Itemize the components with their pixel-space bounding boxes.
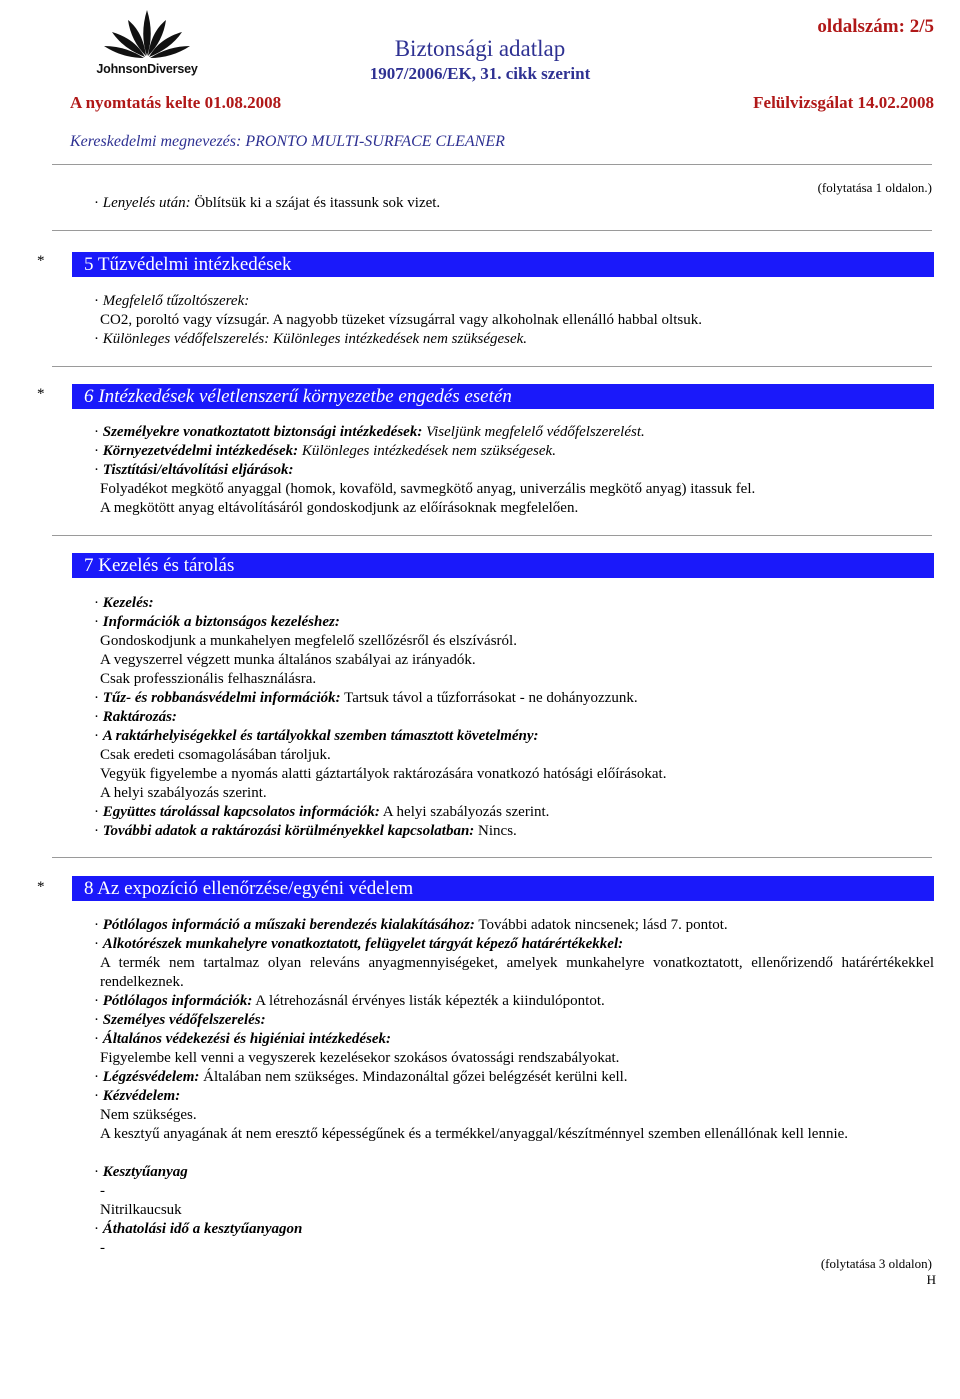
section-8-line: · Személyes védőfelszerelés:	[94, 1012, 266, 1028]
additional-label: Pótlólagos információk:	[102, 993, 253, 1009]
section-7-heading: 7 Kezelés és tárolás	[72, 553, 934, 578]
hygiene-label: Általános védekezési és higiéniai intézkedések:	[102, 1031, 392, 1047]
respiratory-label: Légzésvédelem:	[102, 1069, 200, 1085]
limits-text: A termék nem tartalmaz olyan releváns anyagmennyiségeket, amelyek munkahelyre vonatkoztatott, ellenőrizendő határértékekkel rendelkeznek.	[100, 955, 934, 990]
tech-label: Pótlólagos információ a műszaki berendezés kialakításához:	[102, 917, 475, 933]
limits-label: Alkotórészek munkahelyre vonatkoztatott, felügyelet tárgyát képező határértékekkel:	[102, 936, 624, 952]
revision-date: Felülvizsgálat 14.02.2008	[753, 93, 934, 112]
continuation-from: (folytatása 1 oldalon.)	[817, 180, 932, 195]
section-5-line: · Különleges védőfelszerelés: Különleges intézkedések nem szükségesek.	[94, 331, 528, 347]
trade-name	[70, 133, 505, 151]
first-aid-text: Öblítsük ki a szájat és itassunk sok vizet.	[194, 195, 441, 211]
req-text-2: Vegyük figyelembe a nyomás alatti gáztartályok raktározására vonatkozó hatósági előírásokat.	[100, 766, 667, 782]
personal-label: Személyekre vonatkoztatott biztonsági intézkedések:	[102, 424, 423, 440]
joint-storage-text: A helyi szabályozás szerint.	[382, 804, 550, 820]
section-6-heading: 6 Intézkedések véletlenszerű környezetbe engedés esetén	[72, 384, 934, 409]
print-date: A nyomtatás kelte 01.08.2008	[70, 93, 282, 112]
cleanup-text-2: A megkötött anyag eltávolításáról gondoskodjunk az előírásoknak megfelelően.	[100, 500, 579, 516]
document-title: Biztonsági adatlap	[394, 36, 566, 61]
hand-text-2: A kesztyű anyagának át nem eresztő képességűnek és a termékkel/anyaggal/készítménnyel szemben ellenállónak kell lennie.	[100, 1126, 849, 1142]
first-aid-label: Lenyelés után:	[102, 195, 191, 211]
section-8-line: · Általános védekezési és higiéniai intézkedések:	[94, 1031, 392, 1047]
cleanup-text-1: Folyadékot megkötő anyaggal (homok, kovaföld, savmegkötő anyag, univerzális megkötő anyag) itassuk fel.	[100, 481, 756, 497]
divider	[52, 164, 932, 165]
safe-text-2: A vegyszerrel végzett munka általános szabályai az irányadók.	[100, 652, 476, 668]
leaf-logo-icon	[92, 4, 202, 62]
continuation-mark: H	[926, 1272, 936, 1287]
glove-label: Kesztyűanyag	[102, 1164, 188, 1180]
divider	[52, 366, 932, 367]
extinguish-text: CO2, poroltó vagy vízsugár. A nagyobb tüzeket vízsugárral vagy alkoholnak ellenálló habbal oltsuk.	[100, 312, 702, 328]
hand-label: Kézvédelem:	[102, 1088, 181, 1104]
env-text: Különleges intézkedések nem szükségesek.	[301, 443, 556, 459]
glove-dash: -	[100, 1183, 105, 1199]
divider	[52, 535, 932, 536]
hygiene-text: Figyelembe kell venni a vegyszerek kezelésekor szokásos óvatossági rendszabályokat.	[100, 1050, 620, 1066]
additional-text: A létrehozásnál érvényes listák képezték a kiindulópontot.	[255, 993, 605, 1009]
cleanup-label: Tisztítási/eltávolítási eljárások:	[102, 462, 294, 478]
further-label: További adatok a raktározási körülményekkel kapcsolatban:	[102, 823, 475, 839]
section-7-line: · Tűz- és robbanásvédelmi információk: Tartsuk távol a tűzforrásokat - ne dohányozzunk.	[94, 690, 638, 706]
fire-text: Tartsuk távol a tűzforrásokat - ne dohányozzunk.	[344, 690, 638, 706]
handling-label: Kezelés:	[102, 595, 154, 611]
trade-name-value: PRONTO MULTI-SURFACE CLEANER	[245, 133, 505, 150]
section-8-line: · Alkotórészek munkahelyre vonatkoztatott, felügyelet tárgyát képező határértékekkel:	[94, 936, 624, 952]
req-text-3: A helyi szabályozás szerint.	[100, 785, 267, 801]
hand-text-1: Nem szükséges.	[100, 1107, 197, 1123]
personal-text: Viseljünk megfelelő védőfelszerelést.	[426, 424, 645, 440]
revision-star: *	[37, 253, 45, 269]
section-8-line: · Kézvédelem:	[94, 1088, 181, 1104]
section-7-line: · Információk a biztonságos kezeléshez:	[94, 614, 340, 630]
section-6-line: · Személyekre vonatkoztatott biztonsági intézkedések: Viseljünk megfelelő védőfelszerelést.	[94, 424, 645, 440]
env-label: Környezetvédelmi intézkedések:	[102, 443, 299, 459]
trade-name-label: Kereskedelmi megnevezés:	[70, 133, 242, 150]
section-7-line: · Együttes tárolással kapcsolatos információk: A helyi szabályozás szerint.	[94, 804, 550, 820]
section-8-line: · Pótlólagos információ a műszaki berendezés kialakításához: További adatok nincsenek; lásd 7. pontot.	[94, 917, 728, 933]
section-7-line: · Raktározás:	[94, 709, 177, 725]
joint-storage-label: Együttes tárolással kapcsolatos információk:	[102, 804, 380, 820]
further-text: Nincs.	[478, 823, 517, 839]
revision-star: *	[37, 879, 45, 895]
safe-text-3: Csak professzionális felhasználásra.	[100, 671, 317, 687]
penetration-dash: -	[100, 1240, 105, 1256]
storage-label: Raktározás:	[102, 709, 177, 725]
safe-text-1: Gondoskodjunk a munkahelyen megfelelő szellőzésről és elszívásról.	[100, 633, 517, 649]
section-6-line: · Tisztítási/eltávolítási eljárások:	[94, 462, 294, 478]
tech-text: További adatok nincsenek; lásd 7. pontot.	[478, 917, 728, 933]
penetration-label: Áthatolási idő a kesztyűanyagon	[102, 1221, 303, 1237]
ppe-label: Személyes védőfelszerelés:	[102, 1012, 266, 1028]
section-5-line: · Megfelelő tűzoltószerek:	[94, 293, 250, 309]
protective-text: Különleges intézkedések nem szükségesek.	[272, 331, 528, 347]
divider	[52, 857, 932, 858]
requirements-label: A raktárhelyiségekkel és tartályokkal szemben támasztott követelmény:	[102, 728, 539, 744]
page-number: oldalszám: 2/5	[817, 16, 934, 37]
safe-handling-label: Információk a biztonságos kezeléshez:	[102, 614, 340, 630]
protective-label: Különleges védőfelszerelés:	[102, 331, 270, 347]
divider	[52, 230, 932, 231]
section-6-line: · Környezetvédelmi intézkedések: Különleges intézkedések nem szükségesek.	[94, 443, 556, 459]
section-8-line: · Pótlólagos információk: A létrehozásnál érvényes listák képezték a kiindulópontot.	[94, 993, 605, 1009]
glove-material: Nitrilkaucsuk	[100, 1202, 182, 1218]
section-7-line: · További adatok a raktározási körülményekkel kapcsolatban: Nincs.	[94, 823, 517, 839]
req-text-1: Csak eredeti csomagolásában tároljuk.	[100, 747, 331, 763]
extinguish-label: Megfelelő tűzoltószerek:	[102, 293, 250, 309]
section-7-line: · A raktárhelyiségekkel és tartályokkal szemben támasztott követelmény:	[94, 728, 539, 744]
section-8-line: · Kesztyűanyag	[94, 1164, 188, 1180]
respiratory-text: Általában nem szükséges. Mindazonáltal gőzei belégzését kerülni kell.	[203, 1069, 628, 1085]
section-8-line: · Légzésvédelem: Általában nem szükséges. Mindazonáltal gőzei belégzését kerülni kell.	[94, 1069, 628, 1085]
revision-star: *	[37, 386, 45, 402]
company-logo	[92, 4, 202, 82]
logo-text: JohnsonDiversey	[96, 62, 198, 76]
section-7-line: · Kezelés:	[94, 595, 154, 611]
document-subtitle: 1907/2006/EK, 31. cikk szerint	[369, 64, 591, 83]
section-8-line: · Áthatolási idő a kesztyűanyagon	[94, 1221, 303, 1237]
fire-label: Tűz- és robbanásvédelmi információk:	[102, 690, 341, 706]
section-5-heading: 5 Tűzvédelmi intézkedések	[72, 252, 934, 277]
first-aid-line: · Lenyelés után: Öblítsük ki a szájat és itassunk sok vizet.	[94, 195, 441, 211]
continuation-to: (folytatása 3 oldalon)	[820, 1256, 932, 1271]
section-8-heading: 8 Az expozíció ellenőrzése/egyéni védelem	[72, 876, 934, 901]
